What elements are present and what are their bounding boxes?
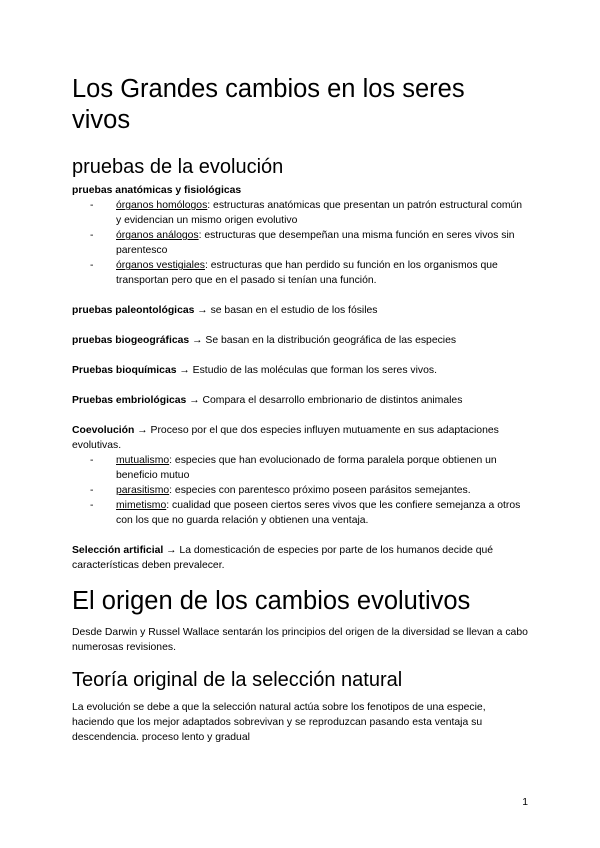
term-label: órganos análogos xyxy=(116,230,199,242)
anat-label: pruebas anatómicas y fisiológicas xyxy=(72,185,242,197)
embrio-label: Pruebas embriológicas xyxy=(72,395,187,407)
list-item xyxy=(90,258,528,288)
paleo-text: → se basan en el estudio de los fósiles xyxy=(194,305,378,317)
term-definition: : cualidad que poseen ciertos seres vivos que les confiere semejanza a otros con los que no guarda relación y obtienen una ventaja. xyxy=(116,500,521,527)
paleo-paragraph xyxy=(72,303,528,318)
term-definition: : estructuras que desempeñan una misma función en seres vivos sin parentesco xyxy=(116,230,515,257)
term-definition: : especies que han evolucionado de forma paralela porque obtienen un beneficio mutuo xyxy=(116,455,497,482)
embrio-paragraph xyxy=(72,393,528,408)
list-item xyxy=(90,198,528,228)
embrio-text: → Compara el desarrollo embrionario de distintos animales xyxy=(186,395,463,407)
term-label: mutualismo xyxy=(116,455,170,467)
coevolucion-label: Coevolución xyxy=(72,425,135,437)
biogeo-label: pruebas biogeográficas xyxy=(72,335,190,347)
bullet-dash: - xyxy=(90,485,94,497)
biogeo-text: → Se basan en la distribución geográfica de las especies xyxy=(189,335,457,347)
term-definition: : estructuras anatómicas que presentan un patrón estructural común y evidencian un mismo origen evolutivo xyxy=(116,200,523,227)
coevolucion-paragraph xyxy=(72,423,528,453)
list-item xyxy=(90,228,528,258)
term-label: órganos vestigiales xyxy=(116,260,205,272)
section-heading-origen: El origen de los cambios evolutivos xyxy=(72,587,471,616)
section-heading-pruebas: pruebas de la evolución xyxy=(72,156,284,179)
teoria-paragraph: La evolución se debe a que la selección natural actúa sobre los fenotipos de una especie, haciendo que los mejor adaptados sobrevivan y se reproduzcan pasando esta ventaja su descendencia. proceso lento y gradual xyxy=(72,701,486,743)
subsection-heading-teoria: Teoría original de la selección natural xyxy=(72,668,403,691)
biogeo-paragraph xyxy=(72,333,528,348)
seleccion-label: Selección artificial xyxy=(72,545,164,557)
term-label: órganos homólogos xyxy=(116,200,208,212)
paleo-label: pruebas paleontológicas xyxy=(72,305,195,317)
page-number: 1 xyxy=(522,797,528,808)
bullet-dash: - xyxy=(90,260,94,272)
term-definition: : estructuras que han perdido su función en los organismos que transportan pero que en el pasado si tenían una función. xyxy=(116,260,498,287)
bioquim-paragraph xyxy=(72,363,528,378)
page-title: Los Grandes cambios en los seres vivos xyxy=(72,75,465,134)
bullet-dash: - xyxy=(90,230,94,242)
bullet-dash: - xyxy=(90,500,94,512)
bioquim-label: Pruebas bioquímicas xyxy=(72,365,177,377)
bullet-dash: - xyxy=(90,200,94,212)
term-label: mimetismo xyxy=(116,500,167,512)
list-item xyxy=(90,453,528,483)
origen-intro: Desde Darwin y Russel Wallace sentarán los principios del origen de la diversidad se llevan a cabo numerosas revisiones. xyxy=(72,626,528,653)
seleccion-paragraph xyxy=(72,543,528,573)
seleccion-text: → La domesticación de especies por parte de los humanos decide qué características deben prevalecer. xyxy=(72,545,494,572)
list-item xyxy=(90,498,528,528)
bioquim-text: → Estudio de las moléculas que forman los seres vivos. xyxy=(176,365,437,377)
term-label: parasitismo xyxy=(116,485,170,497)
coevolucion-list xyxy=(72,453,528,528)
coevolucion-text: → Proceso por el que dos especies influyen mutuamente en sus adaptaciones evolutivas. xyxy=(72,425,499,452)
term-definition: : especies con parentesco próximo poseen parásitos semejantes. xyxy=(169,485,471,497)
list-item xyxy=(90,483,528,498)
anat-list xyxy=(72,198,528,288)
bullet-dash: - xyxy=(90,455,94,467)
